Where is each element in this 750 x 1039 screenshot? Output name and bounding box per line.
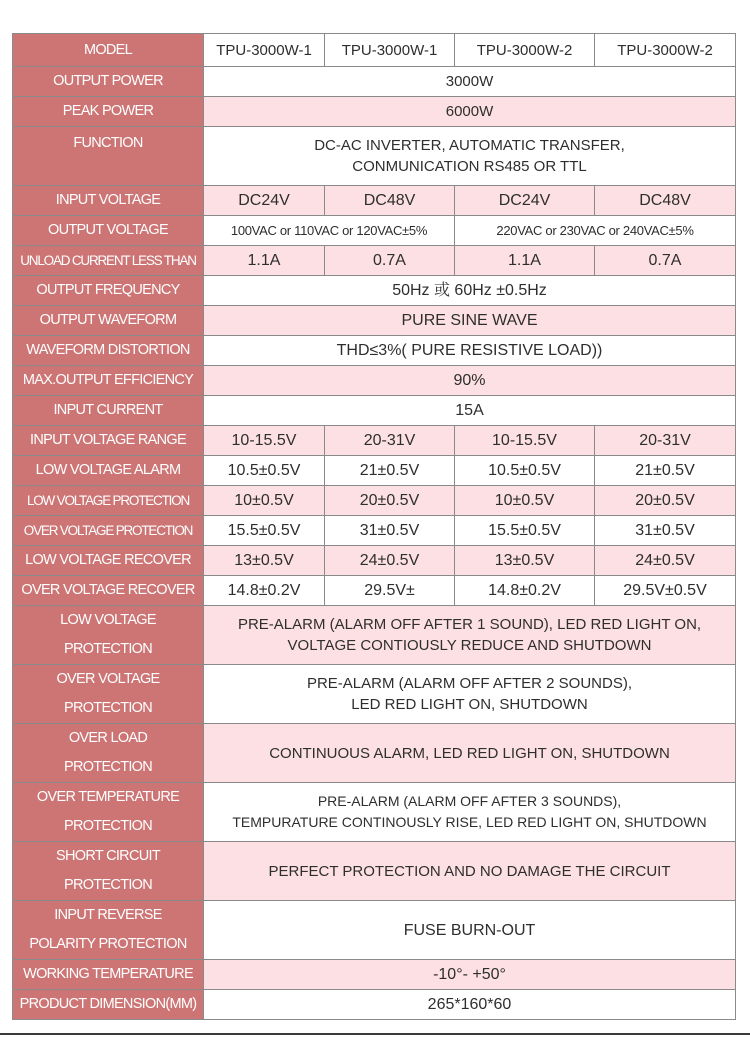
label-over-load-protection-line-2: PROTECTION (63, 759, 153, 775)
row-output-frequency (13, 276, 736, 306)
model-1: TPU-3000W-1 (204, 34, 325, 67)
model-2: TPU-3000W-1 (325, 34, 455, 67)
label-short-circuit-protection (13, 842, 204, 901)
row-peak-power (13, 97, 736, 127)
label-low-voltage-protection (13, 606, 204, 665)
low-protection-line-2: VOLTAGE CONTIOUSLY REDUCE AND SHUTDOWN (287, 637, 652, 654)
label-output-voltage: OUTPUT VOLTAGE (13, 216, 204, 246)
label-over-temperature-protection-line-2: PROTECTION (63, 818, 153, 834)
low-alarm-1: 10.5±0.5V (204, 456, 325, 486)
low-protect-3: 10±0.5V (455, 486, 595, 516)
over-recover-4: 29.5V±0.5V (595, 576, 736, 606)
input-voltage-2: DC48V (325, 186, 455, 216)
over-temp-line-2: TEMPURATURE CONTINOUSLY RISE, LED RED LIGHT ON, SHUTDOWN (232, 814, 707, 830)
label-input-reverse-line-1: INPUT REVERSE (54, 907, 162, 923)
label-unload-current: UNLOAD CURRENT LESS THAN (13, 246, 204, 276)
label-input-reverse-polarity (13, 901, 204, 960)
low-recover-3: 13±0.5V (455, 546, 595, 576)
row-output-power (13, 67, 736, 97)
low-protect-1: 10±0.5V (204, 486, 325, 516)
model-4: TPU-3000W-2 (595, 34, 736, 67)
label-input-current: INPUT CURRENT (13, 396, 204, 426)
label-product-dimension: PRODUCT DIMENSION(MM) (13, 990, 204, 1020)
over-protection-line-2: LED RED LIGHT ON, SHUTDOWN (351, 696, 588, 713)
input-range-3: 10-15.5V (455, 426, 595, 456)
label-short-circuit-protection-line-2: PROTECTION (63, 877, 153, 893)
value-over-temperature-protection (204, 783, 736, 842)
input-voltage-1: DC24V (204, 186, 325, 216)
row-short-circuit-protection (13, 842, 736, 901)
over-temp-line-1: PRE-ALARM (ALARM OFF AFTER 3 SOUNDS), (317, 793, 622, 809)
value-peak-power: 6000W (204, 97, 736, 127)
row-output-voltage (13, 216, 736, 246)
label-over-temperature-protection (13, 783, 204, 842)
over-recover-2: 29.5V± (325, 576, 455, 606)
row-output-waveform (13, 306, 736, 336)
row-over-voltage-recover (13, 576, 736, 606)
value-over-load-protection: CONTINUOUS ALARM, LED RED LIGHT ON, SHUTDOWN (204, 724, 736, 783)
label-low-voltage-recover: LOW VOLTAGE RECOVER (13, 546, 204, 576)
row-input-voltage (13, 186, 736, 216)
value-input-current: 15A (204, 396, 736, 426)
low-recover-1: 13±0.5V (204, 546, 325, 576)
label-peak-power: PEAK POWER (13, 97, 204, 127)
over-protection-line-1: PRE-ALARM (ALARM OFF AFTER 2 SOUNDS), (306, 675, 633, 692)
low-alarm-3: 10.5±0.5V (455, 456, 595, 486)
row-over-voltage-protection-short (13, 516, 736, 546)
label-over-load-protection-line-1: OVER LOAD (68, 730, 148, 746)
value-product-dimension: 265*160*60 (204, 990, 736, 1020)
output-voltage-low: 100VAC or 110VAC or 120VAC±5% (204, 216, 455, 246)
row-working-temperature (13, 960, 736, 990)
label-waveform-distortion: WAVEFORM DISTORTION (13, 336, 204, 366)
label-input-voltage-range: INPUT VOLTAGE RANGE (13, 426, 204, 456)
bottom-divider (0, 1033, 750, 1035)
label-over-voltage-protection-line-2: PROTECTION (63, 700, 153, 716)
value-output-waveform: PURE SINE WAVE (204, 306, 736, 336)
input-range-1: 10-15.5V (204, 426, 325, 456)
row-waveform-distortion (13, 336, 736, 366)
low-alarm-4: 21±0.5V (595, 456, 736, 486)
input-range-2: 20-31V (325, 426, 455, 456)
function-line-2: CONMUNICATION RS485 OR TTL (352, 158, 587, 175)
row-unload-current (13, 246, 736, 276)
label-over-voltage-protection-short: OVER VOLTAGE PROTECTION (13, 516, 204, 546)
function-line-1: DC-AC INVERTER, AUTOMATIC TRANSFER, (314, 137, 625, 154)
label-over-voltage-protection (13, 665, 204, 724)
value-working-temperature: -10°- +50° (204, 960, 736, 990)
input-voltage-3: DC24V (455, 186, 595, 216)
row-input-voltage-range (13, 426, 736, 456)
label-over-voltage-protection-line-1: OVER VOLTAGE (56, 671, 160, 687)
row-product-dimension (13, 990, 736, 1020)
label-model: MODEL (13, 34, 204, 67)
row-function (13, 127, 736, 186)
label-low-voltage-protection-line-2: PROTECTION (63, 641, 153, 657)
label-over-temperature-protection-line-1: OVER TEMPERATURE (36, 789, 180, 805)
over-protect-2: 31±0.5V (325, 516, 455, 546)
value-low-voltage-protection (204, 606, 736, 665)
value-output-power: 3000W (204, 67, 736, 97)
over-recover-3: 14.8±0.2V (455, 576, 595, 606)
row-over-load-protection (13, 724, 736, 783)
model-3: TPU-3000W-2 (455, 34, 595, 67)
low-recover-2: 24±0.5V (325, 546, 455, 576)
value-output-frequency: 50Hz 或 60Hz ±0.5Hz (204, 276, 736, 306)
label-low-voltage-protection-line-1: LOW VOLTAGE (60, 612, 156, 628)
over-recover-1: 14.8±0.2V (204, 576, 325, 606)
row-input-reverse-polarity (13, 901, 736, 960)
label-short-circuit-protection-line-1: SHORT CIRCUIT (56, 848, 160, 864)
value-waveform-distortion: THD≤3%( PURE RESISTIVE LOAD)) (204, 336, 736, 366)
label-output-waveform: OUTPUT WAVEFORM (13, 306, 204, 336)
value-input-reverse-polarity: FUSE BURN-OUT (204, 901, 736, 960)
unload-current-2: 0.7A (325, 246, 455, 276)
row-over-temperature-protection (13, 783, 736, 842)
low-protection-line-1: PRE-ALARM (ALARM OFF AFTER 1 SOUND), LED RED LIGHT ON, (237, 616, 702, 633)
label-over-voltage-recover: OVER VOLTAGE RECOVER (13, 576, 204, 606)
low-alarm-2: 21±0.5V (325, 456, 455, 486)
label-function: FUNCTION (13, 127, 204, 186)
label-input-reverse-line-2: POLARITY PROTECTION (29, 936, 187, 952)
unload-current-4: 0.7A (595, 246, 736, 276)
label-output-power: OUTPUT POWER (13, 67, 204, 97)
label-max-efficiency: MAX.OUTPUT EFFICIENCY (13, 366, 204, 396)
row-low-voltage-protection-short (13, 486, 736, 516)
row-input-current (13, 396, 736, 426)
spec-table (12, 33, 736, 1020)
over-protect-1: 15.5±0.5V (204, 516, 325, 546)
over-protect-4: 31±0.5V (595, 516, 736, 546)
label-output-frequency: OUTPUT FREQUENCY (13, 276, 204, 306)
row-low-voltage-protection (13, 606, 736, 665)
label-low-voltage-alarm: LOW VOLTAGE ALARM (13, 456, 204, 486)
unload-current-3: 1.1A (455, 246, 595, 276)
row-low-voltage-recover (13, 546, 736, 576)
label-over-load-protection (13, 724, 204, 783)
value-over-voltage-protection (204, 665, 736, 724)
label-low-voltage-protection-short: LOW VOLTAGE PROTECTION (13, 486, 204, 516)
value-short-circuit-protection: PERFECT PROTECTION AND NO DAMAGE THE CIRCUIT (204, 842, 736, 901)
value-function (204, 127, 736, 186)
over-protect-3: 15.5±0.5V (455, 516, 595, 546)
unload-current-1: 1.1A (204, 246, 325, 276)
input-range-4: 20-31V (595, 426, 736, 456)
input-voltage-4: DC48V (595, 186, 736, 216)
value-max-efficiency: 90% (204, 366, 736, 396)
label-working-temperature: WORKING TEMPERATURE (13, 960, 204, 990)
low-protect-4: 20±0.5V (595, 486, 736, 516)
output-voltage-high: 220VAC or 230VAC or 240VAC±5% (455, 216, 736, 246)
row-low-voltage-alarm (13, 456, 736, 486)
row-over-voltage-protection (13, 665, 736, 724)
label-input-voltage: INPUT VOLTAGE (13, 186, 204, 216)
low-protect-2: 20±0.5V (325, 486, 455, 516)
row-max-efficiency (13, 366, 736, 396)
low-recover-4: 24±0.5V (595, 546, 736, 576)
row-model (13, 34, 736, 67)
